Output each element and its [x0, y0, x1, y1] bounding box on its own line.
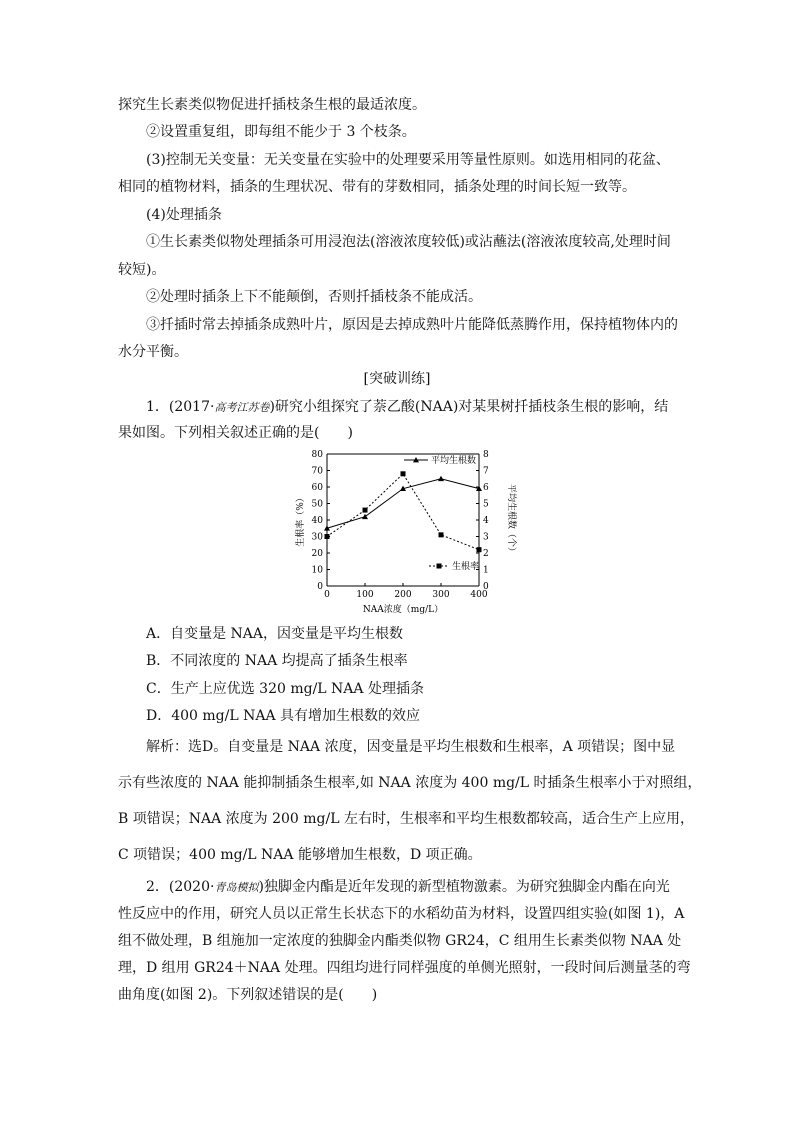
- x-axis-label: NAA浓度（mg/L）: [362, 605, 444, 615]
- x-tick-label: 300: [432, 590, 450, 600]
- rooting-rate-point: [325, 534, 330, 539]
- left-axis-label: 生根率（%）: [296, 493, 306, 547]
- q2-line-3: 组不做处理，B 组施加一定浓度的独脚金内酯类似物 GR24，C 组用生长素类似物 NAA 处: [118, 933, 682, 949]
- q2-text-a: )独脚金内酯是近年发现的新型植物激素。为研究独脚金内酯在向光: [258, 879, 670, 895]
- left-tick-label: 60: [311, 483, 323, 493]
- right-tick-label: 6: [483, 483, 489, 493]
- analysis-line-3: B 项错误；NAA 浓度为 200 mg/L 左右时，生根率和平均生根数都较高，适合生产上应用，: [118, 811, 694, 827]
- q1-stem-a: )研究小组探究了萘乙酸(NAA)对某果树扦插枝条生根的影响，结: [269, 399, 669, 415]
- avg-roots-point: [362, 514, 368, 519]
- q1-option-d: D．400 mg/L NAA 具有增加生根数的效应: [146, 708, 421, 724]
- right-axis-label: 平均生根数（个）: [506, 483, 516, 557]
- left-tick-label: 20: [311, 549, 323, 559]
- q1-stem-line-1: [146, 398, 668, 417]
- q1-option-c: C．生产上应优选 320 mg/L NAA 处理插条: [146, 681, 424, 697]
- right-tick-label: 5: [483, 499, 489, 510]
- right-tick-label: 1: [483, 565, 489, 576]
- q2-line-2: 性反应中的作用，研究人员以正常生长状态下的水稻幼苗为材料，设置四组实验(如图 1)，A: [118, 906, 685, 922]
- q1-stem-line-2: 果如图。下列相关叙述正确的是( ): [118, 425, 353, 441]
- rooting-rate-point: [363, 508, 368, 513]
- left-tick-label: 10: [311, 565, 323, 576]
- q2-number: 2．(2020·: [146, 879, 215, 895]
- section-title: [突破训练]: [363, 371, 431, 387]
- left-tick-label: 30: [311, 532, 323, 543]
- para-line-9: ③扦插时常去掉插条成熟叶片，原因是去掉成熟叶片能降低蒸腾作用，保持植物体内的: [146, 317, 678, 333]
- series-layer: [324, 471, 482, 552]
- right-tick-label: 8: [483, 450, 489, 460]
- para-line-1: 探究生长素类似物促进扦插枝条生根的最适浓度。: [118, 97, 426, 113]
- left-tick-label: 0: [317, 582, 323, 592]
- left-tick-label: 50: [311, 499, 323, 510]
- x-tick-label: 400: [470, 590, 488, 600]
- rooting-rate-line: [327, 474, 479, 550]
- para-line-10: 水分平衡。: [118, 344, 188, 360]
- q2-line-1: [146, 878, 670, 897]
- right-tick-label: 2: [483, 549, 489, 559]
- naa-rooting-chart: [295, 448, 517, 618]
- left-tick-label: 80: [311, 450, 323, 460]
- q1-number: 1．(2017·: [146, 399, 215, 415]
- square-marker-icon: [437, 564, 442, 569]
- q2-line-4: 理，D 组用 GR24＋NAA 处理。四组均进行同样强度的单侧光照射，一段时间后测量茎的弯: [118, 960, 691, 976]
- para-line-4: 相同的植物材料，插条的生理状况、带有的芽数相同，插条处理的时间长短一致等。: [118, 179, 636, 195]
- x-tick-label: 0: [324, 590, 330, 600]
- left-tick-label: 70: [311, 466, 323, 477]
- rooting-rate-point: [439, 532, 444, 537]
- para-line-6: ①生长素类似物处理插条可用浸泡法(溶液浓度较低)或沾蘸法(溶液浓度较高,处理时间: [146, 234, 671, 250]
- right-tick-label: 4: [483, 516, 489, 526]
- legend-avg-roots: [404, 454, 476, 466]
- analysis-line-4: C 项错误；400 mg/L NAA 能够增加生根数，D 项正确。: [118, 847, 482, 863]
- q2-line-5: 曲角度(如图 2)。下列叙述错误的是( ): [118, 987, 378, 1003]
- para-line-5: (4)处理插条: [146, 207, 222, 223]
- legend-rate-label: 生根率: [452, 562, 480, 572]
- q1-option-a: A．自变量是 NAA，因变量是平均生根数: [146, 626, 404, 642]
- avg-roots-point: [438, 476, 444, 481]
- legend-avg-label: 平均生根数: [431, 456, 477, 466]
- right-tick-label: 3: [483, 532, 489, 543]
- rooting-rate-point: [401, 471, 406, 476]
- para-line-7: 较短)。: [118, 262, 166, 278]
- para-line-2: ②设置重复组，即每组不能少于 3 个枝条。: [146, 124, 416, 140]
- rooting-rate-point: [477, 547, 482, 552]
- analysis-line-2: 示有些浓度的 NAA 能抑制插条生根率,如 NAA 浓度为 400 mg/L 时插条生根率小于对照组，: [118, 775, 702, 791]
- q2-source: 青岛模拟: [214, 881, 259, 894]
- analysis-line-1: 解析：选D。自变量是 NAA 浓度，因变量是平均生根数和生根率，A 项错误；图中显: [146, 739, 676, 755]
- x-tick-label: 200: [394, 590, 412, 600]
- q1-source: 高考江苏卷: [214, 401, 270, 414]
- right-tick-label: 0: [483, 582, 489, 592]
- right-tick-label: 7: [483, 466, 489, 477]
- para-line-8: ②处理时插条上下不能颠倒，否则扦插枝条不能成活。: [146, 289, 482, 305]
- left-tick-label: 40: [311, 516, 323, 526]
- q1-option-b: B．不同浓度的 NAA 均提高了插条生根率: [146, 653, 408, 669]
- legend-rooting-rate: [429, 560, 479, 572]
- x-tick-label: 100: [356, 590, 374, 600]
- para-line-3: (3)控制无关变量：无关变量在实验中的处理要采用等量性原则。如选用相同的花盆、: [146, 152, 670, 168]
